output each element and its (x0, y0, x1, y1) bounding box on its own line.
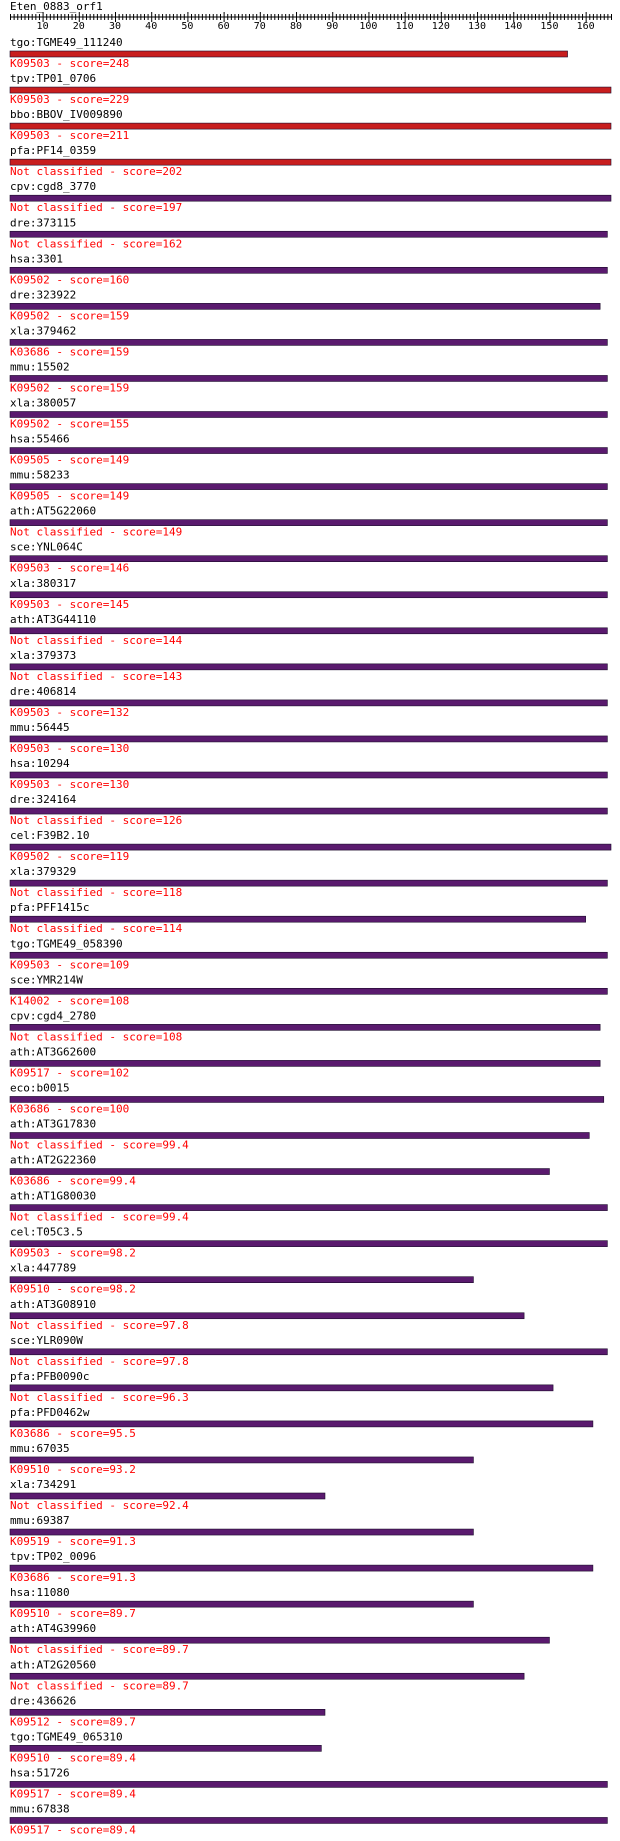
hit-name[interactable]: mmu:15502 (10, 360, 70, 374)
hit-row[interactable] (10, 685, 607, 719)
hit-row[interactable] (10, 937, 607, 971)
hit-name[interactable]: bbo:BBOV_IV009890 (10, 108, 123, 122)
hit-row[interactable] (10, 1730, 321, 1764)
hit-name[interactable]: mmu:56445 (10, 720, 70, 734)
hit-annotation: K09512 - score=89.7 (10, 1715, 136, 1729)
hit-row[interactable] (10, 216, 607, 250)
hit-name[interactable]: ath:AT2G20560 (10, 1658, 97, 1672)
hit-annotation: K09503 - score=146 (10, 561, 130, 575)
hit-row[interactable] (10, 1298, 524, 1332)
hit-name[interactable]: xla:734291 (10, 1478, 77, 1491)
hit-row[interactable] (10, 1081, 604, 1115)
hit-annotation: K09517 - score=89.4 (10, 1787, 136, 1801)
hit-annotation: Not classified - score=92.4 (10, 1499, 189, 1512)
hit-annotation: Not classified - score=126 (10, 814, 183, 828)
hit-name[interactable]: ath:AT1G80030 (10, 1189, 97, 1203)
hit-row[interactable] (10, 1154, 549, 1188)
hit-name[interactable]: tpv:TP01_0706 (10, 72, 97, 86)
ruler-tick-label: 90 (326, 21, 339, 32)
hit-name[interactable]: tpv:TP02_0096 (10, 1550, 97, 1564)
hit-row[interactable] (10, 1658, 524, 1692)
ruler-tick-label: 100 (359, 21, 378, 32)
hit-name[interactable]: tgo:TGME49_058390 (10, 937, 123, 951)
hit-row[interactable] (10, 1802, 607, 1836)
ruler-tick-label: 160 (576, 21, 595, 32)
ruler-tick-label: 110 (395, 21, 414, 32)
hit-name[interactable]: hsa:3301 (10, 252, 63, 266)
hit-annotation: K09505 - score=149 (10, 453, 130, 467)
hit-row[interactable] (10, 1766, 607, 1800)
hit-row[interactable] (10, 757, 607, 791)
ruler-tick-label: 130 (468, 21, 487, 32)
hit-annotation: Not classified - score=162 (10, 237, 183, 251)
hit-annotation: K09517 - score=102 (10, 1066, 130, 1080)
hit-annotation: K03686 - score=100 (10, 1102, 130, 1116)
hit-name[interactable]: dre:373115 (10, 216, 77, 230)
hit-name[interactable]: dre:323922 (10, 288, 77, 302)
hit-annotation: K09503 - score=130 (10, 778, 130, 791)
hit-row[interactable] (10, 1190, 607, 1224)
hit-row[interactable] (10, 901, 586, 935)
hit-row[interactable] (10, 1694, 325, 1728)
hit-annotation: K09503 - score=132 (10, 705, 130, 719)
hit-row[interactable] (10, 108, 611, 142)
hit-annotation: Not classified - score=114 (10, 922, 183, 936)
hit-name[interactable]: sce:YLR090W (10, 1333, 83, 1347)
hit-name[interactable]: dre:324164 (10, 793, 77, 807)
hit-row[interactable] (10, 1009, 600, 1043)
hit-annotation: Not classified - score=89.7 (10, 1679, 189, 1693)
hit-annotation: Not classified - score=99.4 (10, 1138, 189, 1152)
hit-name[interactable]: ath:AT2G22360 (10, 1153, 97, 1167)
hit-annotation: Not classified - score=144 (10, 633, 183, 647)
hit-row[interactable] (10, 1514, 473, 1548)
hit-annotation: K03686 - score=91.3 (10, 1571, 136, 1585)
hit-annotation: K14002 - score=108 (10, 994, 130, 1008)
hit-annotation: K09505 - score=149 (10, 489, 130, 503)
hit-name[interactable]: xla:380317 (10, 576, 77, 590)
hit-row[interactable] (10, 397, 607, 431)
hit-row[interactable] (10, 577, 607, 611)
hit-row[interactable] (10, 1406, 593, 1440)
hit-annotation: Not classified - score=202 (10, 165, 183, 179)
hit-annotation: K09510 - score=89.4 (10, 1751, 136, 1765)
ruler-tick-label: 80 (289, 21, 303, 32)
hit-row[interactable] (10, 973, 607, 1007)
hit-row[interactable] (10, 1442, 473, 1476)
hit-annotation: K03686 - score=99.4 (10, 1174, 136, 1188)
hit-row[interactable] (10, 1262, 473, 1296)
ruler-tick-label: 120 (431, 21, 450, 32)
position-ruler (10, 12, 612, 32)
hit-annotation: Not classified - score=118 (10, 886, 183, 900)
hit-row[interactable] (10, 360, 607, 394)
hit-name[interactable]: dre:436626 (10, 1694, 77, 1708)
hit-name[interactable]: xla:447789 (10, 1261, 77, 1275)
hit-annotation: K09517 - score=89.4 (10, 1823, 136, 1837)
hit-annotation: K09510 - score=89.7 (10, 1607, 136, 1621)
hit-annotation: K09510 - score=98.2 (10, 1282, 136, 1296)
hit-annotation: K09502 - score=159 (10, 381, 130, 395)
hit-annotation: K09503 - score=145 (10, 597, 130, 611)
hit-row[interactable] (10, 1226, 607, 1260)
hit-row[interactable] (10, 433, 607, 467)
hit-annotation: K03686 - score=95.5 (10, 1426, 136, 1440)
hit-row[interactable] (10, 1370, 553, 1404)
hit-annotation: K09510 - score=93.2 (10, 1462, 136, 1476)
hit-row[interactable] (10, 1550, 593, 1584)
hit-row[interactable] (10, 288, 600, 322)
hit-name[interactable]: xla:379329 (10, 865, 77, 879)
hit-row[interactable] (10, 72, 611, 106)
ruler-tick-label: 60 (217, 21, 230, 32)
hit-annotation: Not classified - score=108 (10, 1030, 183, 1044)
hit-name[interactable]: pfa:PFD0462w (10, 1405, 90, 1419)
hit-row[interactable] (10, 1478, 325, 1512)
hit-annotation: Not classified - score=149 (10, 525, 183, 539)
hit-row[interactable] (10, 829, 611, 863)
hit-row[interactable] (10, 1622, 549, 1656)
hit-name[interactable]: hsa:55466 (10, 432, 70, 446)
hit-name[interactable]: ath:AT5G22060 (10, 504, 97, 518)
hit-name[interactable]: tgo:TGME49_111240 (10, 36, 123, 49)
hit-name[interactable]: cpv:cgd8_3770 (10, 180, 97, 194)
hit-annotation: Not classified - score=89.7 (10, 1643, 189, 1657)
hit-annotation: K09502 - score=160 (10, 273, 130, 287)
hit-row[interactable] (10, 865, 607, 899)
hit-name[interactable]: hsa:51726 (10, 1766, 70, 1780)
hit-row[interactable] (10, 721, 607, 755)
hit-row[interactable] (10, 1045, 600, 1079)
hit-name[interactable]: xla:379462 (10, 324, 77, 338)
hit-row[interactable] (10, 324, 607, 358)
hit-annotation: K09503 - score=248 (10, 57, 130, 70)
hit-name[interactable]: pfa:PFF1415c (10, 901, 90, 915)
ruler-tick-label: 150 (540, 21, 559, 32)
hit-name[interactable]: cpv:cgd4_2780 (10, 1009, 97, 1023)
hit-row[interactable] (10, 1118, 589, 1152)
hit-annotation: K09502 - score=155 (10, 417, 130, 431)
hit-name[interactable]: xla:380057 (10, 396, 77, 410)
hit-annotation: Not classified - score=97.8 (10, 1354, 189, 1368)
hit-row[interactable] (10, 1586, 473, 1620)
hit-annotation: Not classified - score=96.3 (10, 1390, 189, 1404)
hit-row[interactable] (10, 649, 607, 683)
ruler-tick-label: 10 (36, 21, 49, 32)
hit-name[interactable]: xla:379373 (10, 648, 77, 662)
hit-row[interactable] (10, 252, 607, 286)
hit-annotation: Not classified - score=197 (10, 201, 183, 215)
hit-name[interactable]: sce:YNL064C (10, 540, 83, 554)
hit-name[interactable]: dre:406814 (10, 684, 77, 698)
hit-annotation: K09519 - score=91.3 (10, 1535, 136, 1549)
hit-annotation: Not classified - score=97.8 (10, 1318, 189, 1332)
hit-list (10, 36, 611, 1836)
hit-row[interactable] (10, 180, 611, 214)
hit-name[interactable]: pfa:PFB0090c (10, 1369, 90, 1383)
ruler-tick-label: 30 (108, 21, 122, 32)
query-title: Eten_0883_orf1 (10, 0, 103, 13)
ruler-tick-label: 70 (253, 21, 266, 32)
hit-name[interactable]: tgo:TGME49_065310 (10, 1730, 123, 1744)
hit-annotation: K09503 - score=130 (10, 741, 130, 755)
hit-name[interactable]: mmu:67838 (10, 1802, 70, 1816)
hit-name[interactable]: mmu:67035 (10, 1441, 70, 1455)
hit-name[interactable]: ath:AT3G44110 (10, 612, 97, 626)
hit-annotation: K09502 - score=119 (10, 850, 130, 864)
hit-annotation: Not classified - score=99.4 (10, 1210, 189, 1224)
hit-row[interactable] (10, 793, 607, 827)
hit-name[interactable]: ath:AT3G62600 (10, 1045, 97, 1059)
hit-annotation: K09503 - score=98.2 (10, 1246, 136, 1260)
hit-annotation: K09502 - score=159 (10, 309, 130, 323)
hit-name[interactable]: hsa:10294 (10, 757, 70, 770)
hit-name[interactable]: pfa:PF14_0359 (10, 144, 97, 158)
hit-row[interactable] (10, 505, 607, 539)
hit-name[interactable]: cel:T05C3.5 (10, 1225, 83, 1239)
hit-row[interactable] (10, 36, 568, 70)
hit-name[interactable]: sce:YMR214W (10, 973, 83, 987)
ruler-tick-label: 20 (72, 21, 85, 32)
hit-annotation: K09503 - score=109 (10, 958, 130, 972)
hit-row[interactable] (10, 613, 607, 647)
ruler-tick-label: 140 (504, 21, 523, 32)
hit-annotation: K09503 - score=211 (10, 129, 130, 143)
hit-row[interactable] (10, 144, 611, 178)
hit-annotation: K03686 - score=159 (10, 345, 130, 359)
hit-name[interactable]: hsa:11080 (10, 1586, 70, 1600)
hit-annotation: Not classified - score=143 (10, 669, 183, 683)
hit-row[interactable] (10, 469, 607, 503)
hit-name[interactable]: ath:AT3G08910 (10, 1297, 97, 1311)
hit-name[interactable]: ath:AT4G39960 (10, 1622, 97, 1636)
hit-name[interactable]: mmu:69387 (10, 1514, 70, 1528)
ruler-tick-label: 40 (145, 21, 158, 32)
hit-name[interactable]: mmu:58233 (10, 468, 70, 482)
hit-annotation: K09503 - score=229 (10, 93, 130, 107)
hit-name[interactable]: ath:AT3G17830 (10, 1117, 97, 1131)
ruler-tick-label: 50 (181, 21, 194, 32)
hit-row[interactable] (10, 541, 607, 575)
hit-name[interactable]: cel:F39B2.10 (10, 829, 90, 843)
hit-name[interactable]: eco:b0015 (10, 1081, 70, 1095)
hit-row[interactable] (10, 1334, 607, 1368)
